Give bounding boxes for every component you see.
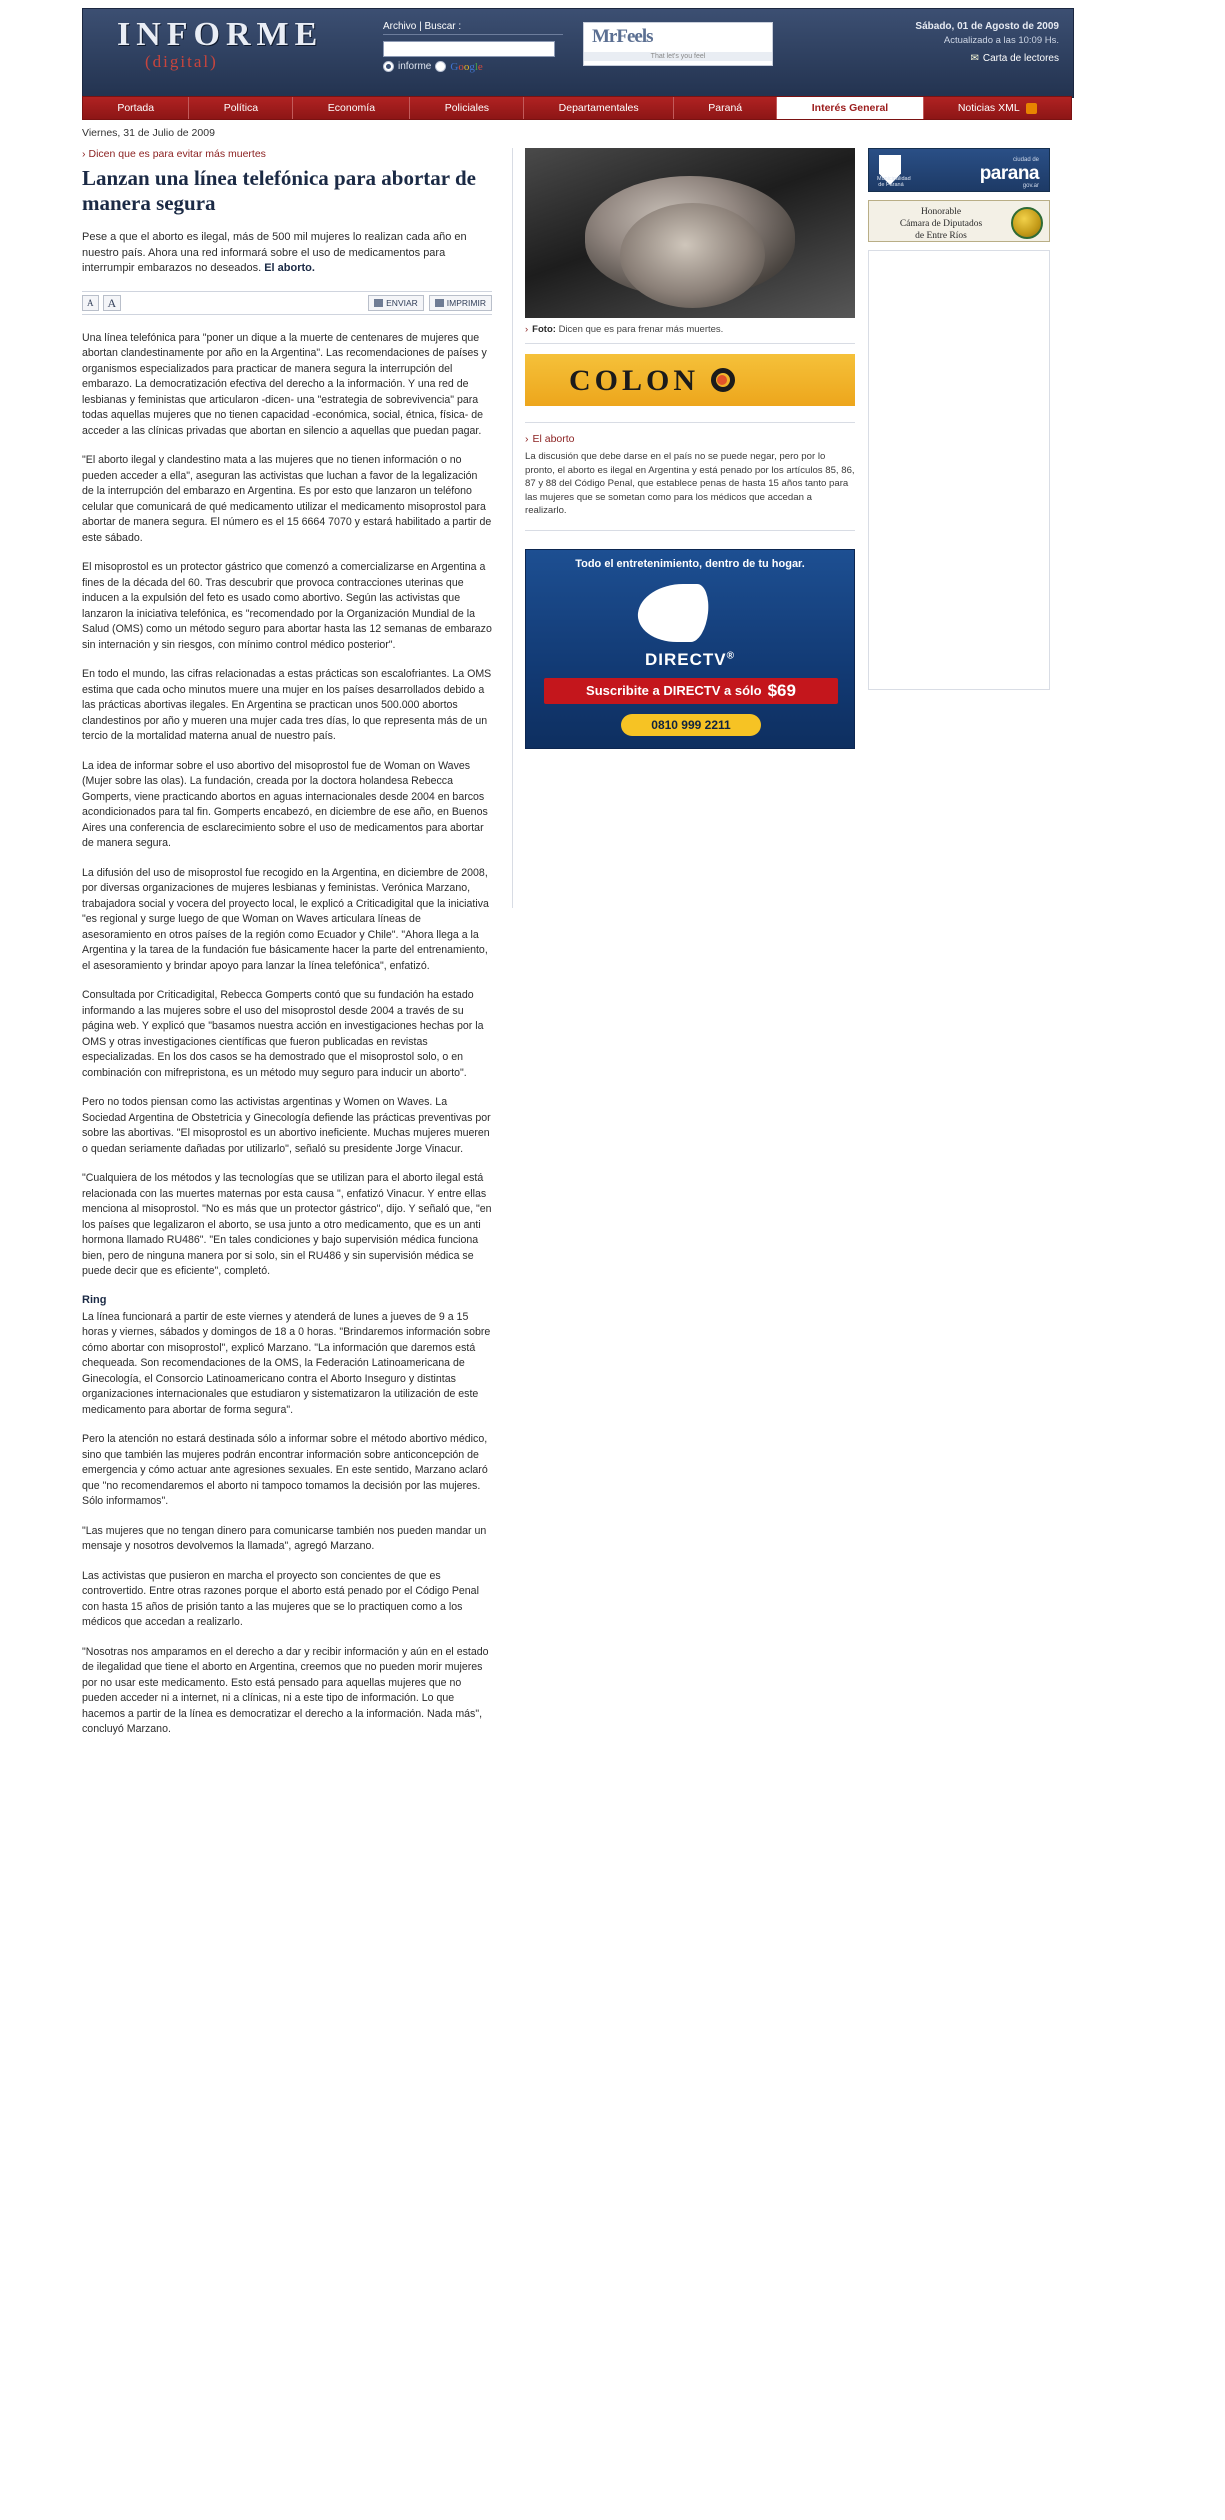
nav-item-portada[interactable]: Portada <box>83 97 189 119</box>
envelope-icon: ✉ <box>970 53 979 64</box>
radio-site[interactable] <box>383 61 394 72</box>
font-decrease-button[interactable]: A <box>82 295 99 311</box>
camara-line3: de Entre Ríos <box>915 231 967 241</box>
sidebar-note-title <box>525 433 855 445</box>
article-subheading: Ring <box>82 1293 107 1306</box>
nav-item-parana[interactable]: Paraná <box>674 97 777 119</box>
seal-icon <box>1011 207 1043 239</box>
parana-city-name: parana <box>979 163 1039 184</box>
arrow-icon: › <box>525 324 529 335</box>
search-area <box>383 21 563 73</box>
arrow-icon: › <box>82 148 86 160</box>
ad-colon-text: COLON <box>569 364 700 397</box>
header-banner-title: MrFeels <box>592 26 653 47</box>
ad-colon-ring-icon <box>711 368 735 392</box>
photo-belly-shape <box>620 203 765 308</box>
ad-directv-price: $69 <box>767 680 796 700</box>
send-button[interactable] <box>368 295 424 311</box>
article-paragraph: Pero la atención no estará destinada sólo a informar sobre el método abortivo médico, sino que también las mujeres podrán encontrar información sobre anticoncepción de emergencia y cómo actuar ante agresiones sexuales. En este sentido, Marzano aclaró que "no recomendaremos el aborto ni tampoco tomamos la decisión por las mujeres. Sólo informamos". <box>82 1433 488 1507</box>
article-photo <box>525 148 855 318</box>
satellite-dish-icon <box>638 584 728 644</box>
article-paragraph: Una línea telefónica para "poner un dique a la muerte de centenares de mujeres que abortan clandestinamente por año en la Argentina". Las recomendaciones de países y organismos especializados para practicar de manera segura la interrupción del embarazo. La democratización efectiva del derecho a la información. Y una red de lesbianas y feministas que articularon -dicen- una "estrategia de sobrevivencia" para todas aquellas mujeres que no tienen capacidad -económica, social, étnica, física- de acceder a las clínicas privadas que abortan en silencio a aquellas que puedan pagar. <box>82 331 487 437</box>
site-header <box>82 8 1074 98</box>
article-paragraph: Pero no todos piensan como las activistas argentinas y Women on Waves. La Sociedad Argentina de Obstetricia y Ginecología defiende las prácticas preventivas por sobre las abortivas. "El misoprostol es un abortivo ineficiente. Muchas mujeres mueren o quedan seriamente dañadas por utilizarlo", señaló su presidente Jorge Vinacur. <box>82 1096 491 1155</box>
rss-icon[interactable] <box>1026 103 1037 114</box>
parana-wordmark <box>980 157 1039 189</box>
letters-link-label: Carta de lectores <box>982 53 1059 64</box>
photo-caption-text: Dicen que es para frenar más muertes. <box>558 324 724 335</box>
header-banner-ad[interactable] <box>583 22 773 66</box>
banner-camara-diputados[interactable] <box>868 200 1050 242</box>
sidebar-note-text: La discusión que debe darse en el país no se puede negar, pero por lo pronto, el aborto es ilegal en Argentina y está penado por los artículos 85, 86, 87 y 88 del Código Penal, que establece penas de hasta 15 años tanto para las mujeres que se sometan como para los médicos que accedan a realizarlo. <box>525 451 855 516</box>
nav-item-economia[interactable]: Economía <box>293 97 410 119</box>
article-column <box>82 148 492 1812</box>
article-paragraph: En todo el mundo, las cifras relacionadas a estas prácticas son escalofriantes. La OMS estima que cada ocho minutos muere una mujer en los países desarrollados debido a las prácticas abortivas ilegales. En Argentina se practican unos 500.000 abortos clandestinos por año y mueren una mujer cada tres días, lo que representa más de un tercio de la mortalidad materna anual de nuestro país. <box>82 668 492 742</box>
media-column <box>512 148 855 908</box>
logo-sub-text: (digital) <box>145 52 218 71</box>
search-label: Archivo | Buscar : <box>383 21 563 35</box>
article-paragraph: La línea funcionará a partir de este viernes y atenderá de lunes a jueves de 9 a 15 horas y viernes, sábados y domingos de 18 a 0 horas. "Brindaremos información sobre cómo abortar con misoprostol", explicó Marzano. "La información que daremos está chequeada. Son recomendaciones de la OMS, la Federación Latinoamericana de Ginecología, el Consorcio Latinoamericano contra el Aborto Inseguro y distintas organizaciones internacionales que estudiaron y sistematizaron la utilización de este medicamento para abortar de forma segura". <box>82 1310 491 1416</box>
sidebar-note-title-text: El aborto <box>532 433 575 445</box>
nav-item-noticias-xml[interactable] <box>924 97 1071 119</box>
print-button[interactable] <box>429 295 492 311</box>
article-paragraph: La idea de informar sobre el uso abortivo del misoprostol fue de Woman on Waves (Mujer sobre las olas). La fundación, creada por la doctora holandesa Rebecca Gomperts, viene practicando abortos en aguas internacionales desde 2004 en barcos acondicionados para tal fin. Gomperts encabezó, en diciembre de ese año, en Buenos Aires una conferencia de esclarecimiento sobre el uso de medicamentos para abortar de manera segura. <box>82 759 488 849</box>
radio-site-label: informe <box>398 61 432 72</box>
sidebar-note <box>525 422 855 531</box>
photo-caption-label: Foto: <box>532 324 556 335</box>
sidebar-column <box>868 148 1052 690</box>
google-logo: Google <box>450 60 483 73</box>
article-paragraph: Las activistas que pusieron en marcha el proyecto son concientes de que es controvertido. Entre otras razones porque el aborto está penado por el Código Penal con hasta 15 años de prisión tanto a las mujeres que se lo practiquen como a los médicos que accedan a realizarlo. <box>82 1569 479 1628</box>
search-input[interactable] <box>383 41 555 57</box>
radio-google[interactable] <box>435 61 446 72</box>
site-logo[interactable] <box>103 17 383 89</box>
ad-directv-banner[interactable] <box>525 549 855 749</box>
camara-line2: Cámara de Diputados <box>899 219 983 229</box>
camara-text <box>869 206 1013 242</box>
header-banner-subtitle: That let's you feel <box>584 52 772 61</box>
letters-link[interactable] <box>809 53 1059 64</box>
camara-line1: Honorable <box>920 207 962 217</box>
sidebar-ad-placeholder[interactable] <box>868 250 1050 690</box>
printer-icon <box>435 299 444 307</box>
article-lead-bold: El aborto. <box>264 262 315 274</box>
ad-directv-brand-text: DIRECTV <box>645 649 727 669</box>
ad-directv-offer-text: Suscribite a DIRECTV a sólo <box>586 683 762 698</box>
article-paragraph: "Cualquiera de los métodos y las tecnologías que se utilizan para el aborto ilegal está relacionada con las muertes maternas por esta causa ", enfatizó Vinacur. Y entre ellas menciona al misoprostol. "No es más que un protector gástrico", dijo. Y señaló que, "en los países que legalizaron el aborto, se usa junto a otro medicamento, que es un anti hormona llamado RU486". "En tales condiciones y bajo supervisión médica funciona bien, pero de ninguna manera por si solo, sin el RU486 y sin supervisión médica se puede decir que es eficiente", completó. <box>82 1172 492 1277</box>
parana-city-small: ciudad de <box>1012 157 1039 163</box>
article-toolbar <box>82 291 492 315</box>
photo-caption <box>525 318 855 344</box>
ad-colon-banner[interactable] <box>525 354 855 406</box>
banner-municipalidad-parana[interactable] <box>868 148 1050 192</box>
article-paragraph: "Las mujeres que no tengan dinero para comunicarse también nos pueden mandar un mensaje y nosotros devolvemos la llamada", agregó Marzano. <box>82 1524 487 1552</box>
header-info <box>809 21 1059 64</box>
font-increase-button[interactable]: A <box>103 295 122 311</box>
article-paragraph: "Nosotras nos amparamos en el derecho a dar y recibir información y aún en el estado de ilegalidad que tiene el aborto en Argentina, creemos que no pueden morir mujeres por no usar este medicamento. Esto está pensado para aquellas mujeres que no pueden acceder ni a internet, ni a clínicas, ni a este tipo de información. Lo que hacemos a partir de la línea es democratizar el derecho a la información. Nada más", concluyó Marzano. <box>82 1645 489 1735</box>
article-paragraph: El misoprostol es un protector gástrico que comenzó a comercializarse en Argentina a fines de la década del 60. Tras descubrir que provoca contracciones uterinas que inducen a la expulsión del feto es usado como abortivo. Según las activistas que lanzaron la iniciativa telefónica, es "recomendado por la Organización Mundial de la Salud (OMS) como un método seguro para abortar hasta las 12 semanas de embarazo sin internación y sin riesgos, con mínimo control médico posterior". <box>82 561 492 651</box>
header-updated: Actualizado a las 10:09 Hs. <box>943 35 1059 46</box>
arrow-icon: › <box>525 433 529 445</box>
article-paragraph: La difusión del uso de misoprostol fue recogido en la Argentina, en diciembre de 2008, por diversas organizaciones de mujeres lesbianas y feministas. Verónica Marzano, trabajadora social y vocera del proyecto local, le explicó a Criticadigital que la iniciativa "es regional y surge luego de que Woman on Waves articulara líneas de asesoramiento en otros países de la región como Ecuador y Chile". "Ahora llega a la Argentina y la tarea de la fundación fue básicamente hacer la parte del entrenamiento, el asesoramiento y brindar apoyo para lanzar la línea telefónica", enfatizó. <box>82 866 489 972</box>
nav-item-interes-general[interactable]: Interés General <box>777 97 923 119</box>
envelope-icon <box>374 299 383 307</box>
nav-item-departamentales[interactable]: Departamentales <box>524 97 674 119</box>
search-scope-options <box>383 61 563 73</box>
column-bottom-spacer <box>82 1752 492 1812</box>
logo-main-text: INFORME <box>117 16 324 53</box>
send-button-label: ENVIAR <box>386 297 418 308</box>
page-title: Lanzan una línea telefónica para abortar de manera segura <box>82 166 476 215</box>
article-kicker-text: Dicen que es para evitar más muertes <box>88 148 266 160</box>
nav-item-policiales[interactable]: Policiales <box>410 97 524 119</box>
nav-item-noticias-xml-label: Noticias XML <box>957 102 1020 114</box>
parana-city-gov: gov.ar <box>1022 183 1039 189</box>
ad-directv-headline: Todo el entretenimiento, dentro de tu hogar. <box>575 557 805 570</box>
main-navigation <box>82 96 1072 120</box>
page-dateline: Viernes, 31 de Julio de 2009 <box>82 127 215 139</box>
article-lead-text: Pese a que el aborto es ilegal, más de 500 mil mujeres lo realizan cada año en nuestro país. Ahora una red informará sobre el uso de medicamentos para interrumpir embarazos no deseados. <box>82 231 467 274</box>
article-kicker <box>82 148 492 160</box>
ad-directv-brand-mark: ® <box>726 649 735 661</box>
article-paragraph: "El aborto ilegal y clandestino mata a las mujeres que no tienen información o no pueden acceder a ella", aseguran las activistas que luchan a favor de la legalización de la interrupción del embarazo en Argentina. Es por esto que lanzaron un teléfono celular que comunicará de qué medicamento utilizar el medicamento misoprostol para abortar de manera segura. El número es el 15 6664 7070 y estará habilitado a partir de este sábado. <box>82 454 492 544</box>
nav-item-politica[interactable]: Política <box>189 97 293 119</box>
ad-directv-phone: 0810 999 2211 <box>621 714 761 736</box>
header-date: Sábado, 01 de Agosto de 2009 <box>915 21 1059 32</box>
article-lead <box>82 230 492 277</box>
article-paragraph: Consultada por Criticadigital, Rebecca Gomperts contó que su fundación ha estado informando a las mujeres sobre el uso del misoprostol desde 2004 a través de su página web. Y explicó que "basamos nuestra acción en investigaciones hechas por la OMS y otras investigaciones científicas que fueron publicadas en revistas especializadas. En los dos casos se ha demostrado que el misoprostol solo, o en combinación con mifrepristona, es un método muy seguro para inducir un aborto". <box>82 989 484 1079</box>
print-button-label: IMPRIMIR <box>446 297 486 308</box>
municipalidad-label: Municipalidad de Paraná <box>877 176 911 188</box>
ad-directv-offer <box>544 678 838 704</box>
ad-directv-brand <box>526 650 854 670</box>
